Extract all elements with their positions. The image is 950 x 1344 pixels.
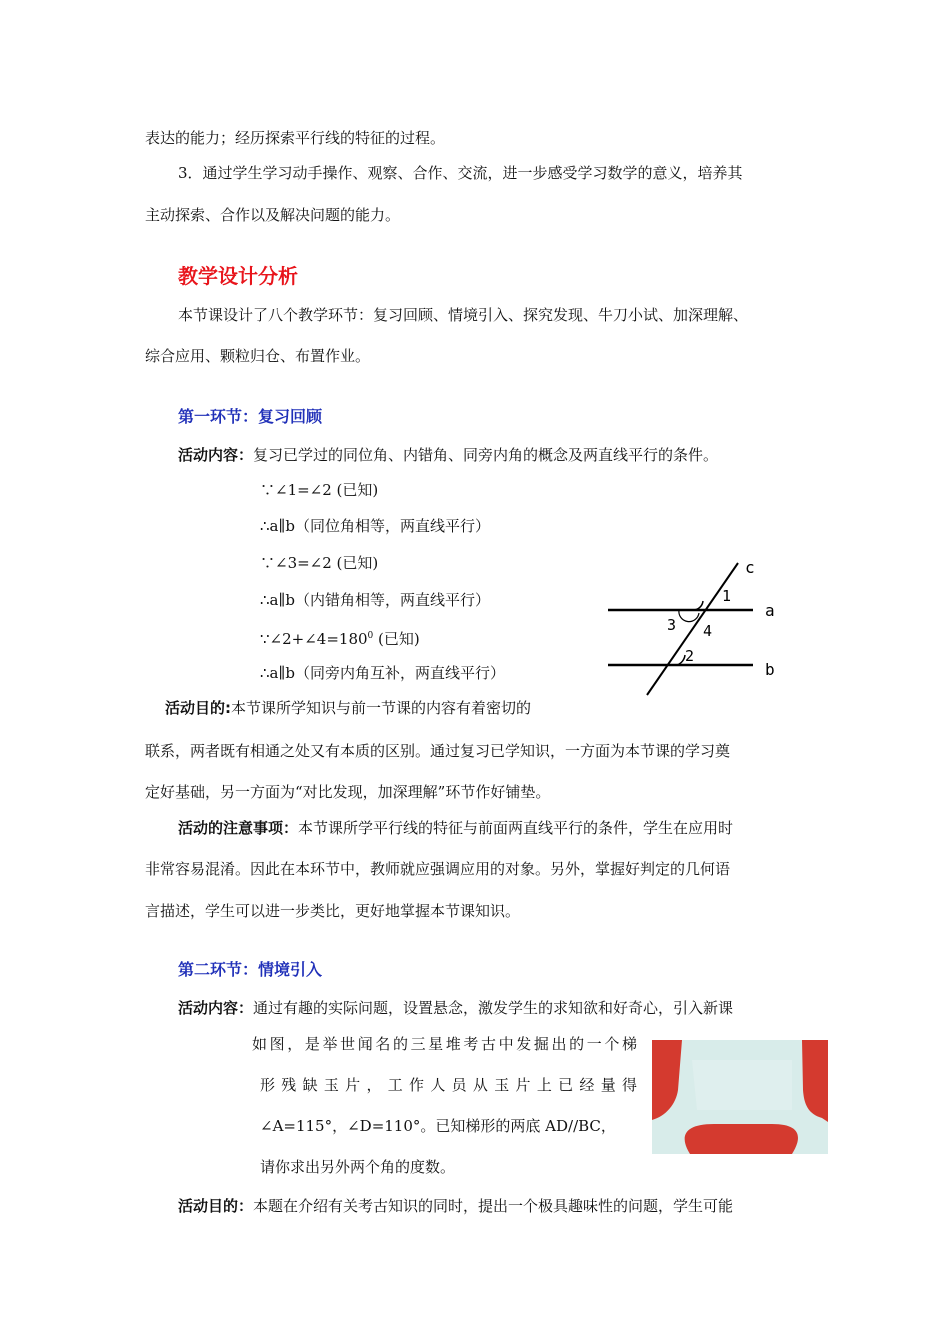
problem-line-2: 形残缺玉片，工作人员从玉片上已经量得 (260, 1076, 637, 1094)
label-angle-1: 1 (722, 587, 732, 605)
section1-notes-cont: 非常容易混淆。因此在本环节中，教师就应强调应用的对象。另外，掌握好判定的几何语 (145, 860, 731, 878)
design-paragraph: 本节课设计了八个教学环节：复习回顾、情境引入、探究发现、牛刀小试、加深理解、 (178, 306, 749, 324)
purpose-label: 活动目的: (165, 699, 231, 717)
section1-purpose-cont2: 定好基础，另一方面为“对比发现，加深理解”环节作好铺垫。 (145, 783, 551, 801)
design-heading: 教学设计分析 (178, 264, 298, 288)
section2-heading: 第二环节：情境引入 (178, 960, 323, 979)
problem-line-3: ∠A=115°，∠D=110°。已知梯形的两底 AD//BC， (260, 1117, 616, 1135)
section1-purpose: 活动目的:本节课所学知识与前一节课的内容有着密切的 (165, 699, 532, 717)
section2-content: 活动内容：通过有趣的实际问题，设置悬念，激发学生的求知欲和好奇心，引入新课 (178, 999, 734, 1017)
problem-line-1: 如图，是举世闻名的三星堆考古中发掘出的一个梯 (252, 1035, 637, 1053)
proof-line-2: ∴a∥b（同位角相等，两直线平行） (260, 517, 491, 535)
label-a: a (765, 601, 775, 620)
label-angle-4: 4 (703, 622, 713, 640)
section1-purpose-cont: 联系，两者既有相通之处又有本质的区别。通过复习已学知识，一方面为本节课的学习奠 (145, 742, 731, 760)
proof-line-6: ∴a∥b（同旁内角互补，两直线平行） (260, 664, 506, 682)
jade-fragment-photo (652, 1040, 828, 1154)
section2-purpose: 活动目的：本题在介绍有关考古知识的同时，提出一个极具趣味性的问题，学生可能 (178, 1197, 734, 1215)
label-b: b (765, 660, 775, 679)
problem-line-4: 请你求出另外两个角的度数。 (260, 1158, 456, 1176)
jade-fragment-image (652, 1040, 828, 1154)
transversal-c (647, 563, 738, 695)
label-angle-3: 3 (667, 616, 677, 634)
angle-4-arc (679, 610, 699, 622)
content-label: 活动内容： (178, 999, 254, 1017)
parallel-lines-diagram (605, 555, 785, 700)
intro-line: 表达的能力；经历探索平行线的特征的过程。 (145, 129, 446, 147)
label-c: c (745, 558, 755, 577)
proof-line-1: ∵∠1=∠2 (已知) (260, 481, 379, 499)
section1-content (178, 445, 718, 465)
objective-item-3: 3．通过学生学习动手操作、观察、合作、交流，进一步感受学习数学的意义，培养其 (178, 164, 743, 182)
design-paragraph-cont: 综合应用、颗粒归仓、布置作业。 (145, 347, 371, 365)
angle-1-arc (693, 601, 703, 610)
jade-highlight (692, 1060, 792, 1110)
degree-sup: 0 (367, 631, 374, 641)
section1-notes-cont2: 言描述，学生可以进一步类比，更好地掌握本节课知识。 (145, 902, 521, 920)
notes-label: 活动的注意事项： (178, 819, 299, 837)
section1-notes: 活动的注意事项：本节课所学平行线的特征与前面两直线平行的条件，学生在应用时 (178, 819, 734, 837)
section1-heading: 第一环节：复习回顾 (178, 407, 323, 426)
label-angle-2: 2 (685, 647, 695, 665)
purpose-label: 活动目的： (178, 1197, 254, 1215)
content-text: 复习已学过的同位角、内错角、同旁内角的概念及两直线平行的条件。 (253, 446, 719, 464)
proof-line-5: $\because\angle 2+\angle 4=180^0$ (已知) (260, 630, 420, 648)
content-label: 活动内容： (178, 446, 254, 464)
proof-line-3: ∵∠3=∠2 (已知) (260, 554, 379, 572)
angle-2-arc (677, 655, 685, 665)
proof-line-4: ∴a∥b（内错角相等，两直线平行） (260, 591, 491, 609)
objective-item-3-cont: 主动探索、合作以及解决问题的能力。 (145, 206, 401, 224)
